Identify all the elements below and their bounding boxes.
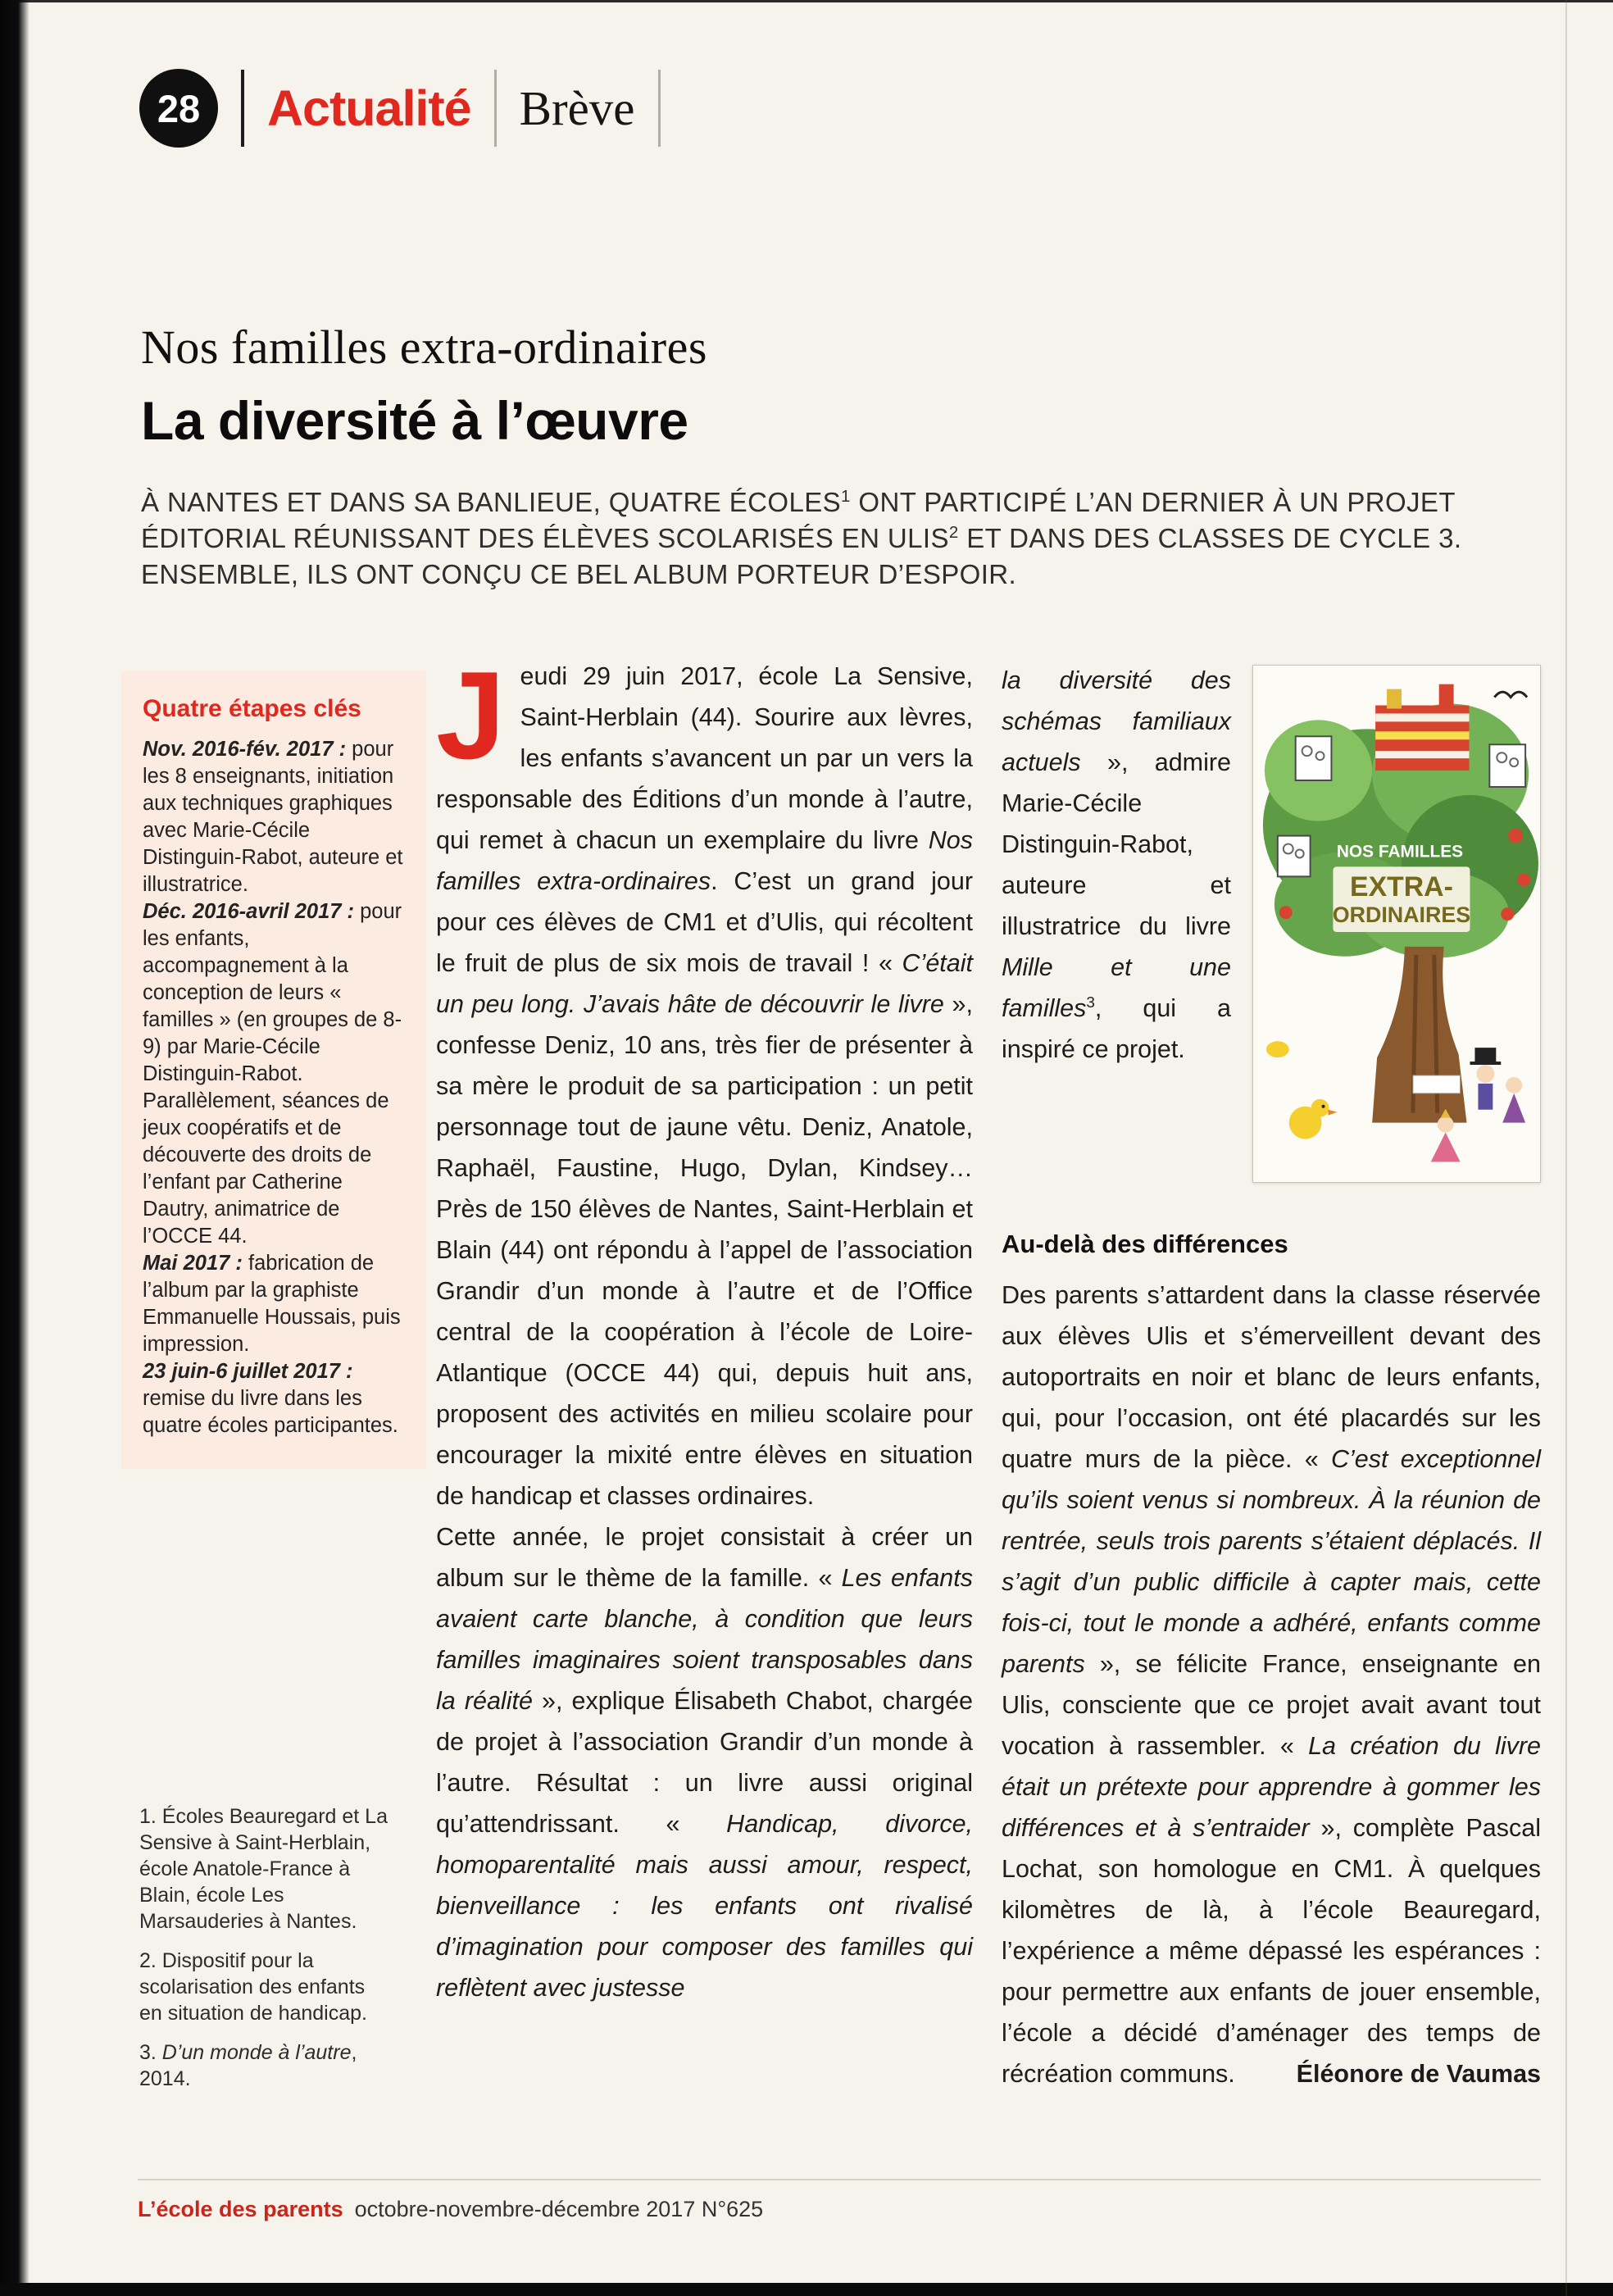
masthead-divider [658, 70, 661, 147]
footnote: 3. D’un monde à l’autre, 2014. [139, 2041, 357, 2090]
section-label: Actualité [267, 80, 471, 136]
paragraph: Cette année, le projet consistait à créer un album sur le thème de la famille. « Les enfants avaient carte blanche, à condition que leurs familles imaginaires soient transposables dans la réalité », explique Élisabeth Chabot, chargée de projet à l’association Grandir d’un monde à l’autre. Résultat : un livre aussi original qu’attendrissant. « Handicap, divorce, homoparentalité mais aussi amour, respect, bienveillance : les enfants ont rivalisé d’imagination pour composer des familles qui reflètent avec justesse [436, 1523, 974, 2002]
sidebar-step: Mai 2017 : fabrication de l’album par la graphiste Emmanuelle Houssais, puis impression. [143, 1252, 401, 1356]
standfirst: À NANTES ET DANS SA BANLIEUE, QUATRE ÉCOLES$^1$ ONT PARTICIPÉ L’AN DERNIER À UN PROJET ÉDITORIAL RÉUNISSANT DES ÉLÈVES SCOLARISÉS EN ULIS$^2$ ET DANS DES CLASSES DE CYCLE 3. ENSEMBLE, ILS ONT CONÇU CE BEL ALBUM PORTEUR D’ESPOIR. [141, 487, 1462, 589]
page-number: 28 [157, 86, 201, 130]
subsection-label: Brève [519, 80, 635, 135]
article-column-2 [1002, 660, 1541, 2094]
headline-block [141, 320, 1534, 593]
article-kicker: Nos familles extra-ordinaires [141, 321, 707, 374]
footnotes [139, 1803, 389, 2105]
issue-info: octobre-novembre-décembre 2017 N°625 [354, 2197, 764, 2221]
paragraph-text: Des parents s’attardent dans la classe réservée aux élèves Ulis et s’émerveillent devant des autoportraits en noir et blanc de leurs enfants, qui, pour l’occasion, ont été placardés sur les quatre murs de la pièce. « C’est exceptionnel qu’ils soient venus si nombreux. À la réunion de rentrée, seuls trois parents s’étaient déplacés. Il s’agit d’un public difficile à capter mais, cette fois-ci, tout le monde a adhéré, enfants comme parents », se félicite France, enseignante en Ulis, consciente que ce projet avait avant tout vocation à rassembler. « La création du livre était un prétexte pour apprendre à gommer les différences et à s’entraider », complète Pascal Lochat, son homologue en CM1. À quelques kilomètres de là, à l’école Beauregard, l’expérience a même dépassé les espérances : pour permettre aux enfants de jouer ensemble, l’école a décidé d’aménager des temps de récréation communs. [1002, 1281, 1542, 2088]
cover-title-line3: ORDINAIRES [1332, 902, 1471, 928]
scan-edge-bottom [0, 2283, 1613, 2296]
scan-edge-left [0, 0, 30, 2296]
paragraph: la diversité des schémas familiaux actuels », admire Marie-Cécile Distinguin-Rabot, auteure et illustratrice du livre Mille et une familles$^3$, qui a inspiré ce projet. [1002, 666, 1231, 1063]
footnote: 2. Dispositif pour la scolarisation des enfants en situation de handicap. [139, 1949, 367, 2025]
sidebar-step: Déc. 2016-avril 2017 : pour les enfants, accompagnement à la conception de leurs « familles » (en groupes de 8-9) par Marie-Cécile Distinguin-Rabot. Parallèlement, séances de jeux coopératifs et de découverte des droits de l’enfant par Catherine Dautry, animatrice de l’OCCE 44. [143, 900, 402, 1248]
sidebar-step: 23 juin-6 juillet 2017 : remise du livre dans les quatre écoles participantes. [143, 1360, 398, 1437]
drop-cap: J [436, 646, 506, 785]
book-cover [1252, 665, 1541, 1183]
paragraph [1002, 1275, 1541, 2094]
sidebar-title: Quatre étapes clés [143, 695, 361, 722]
footnote: 1. Écoles Beauregard et La Sensive à Saint-Herblain, école Anatole-France à Blain, école Les Marsauderies à Nantes. [139, 1805, 388, 1933]
article-column-1 [436, 646, 974, 2008]
magazine-name: L’école des parents [138, 2197, 343, 2221]
paragraph [436, 646, 974, 1516]
page-number-badge [139, 69, 218, 148]
scan-edge-right [1565, 0, 1567, 2296]
cover-title-line2: EXTRA- [1350, 871, 1453, 903]
masthead [139, 66, 661, 151]
masthead-divider [494, 70, 497, 147]
masthead-divider [241, 70, 244, 147]
subheading: Au-delà des différences [1002, 1230, 1288, 1258]
article-title: La diversité à l’œuvre [141, 390, 688, 451]
sidebar-step: Nov. 2016-fév. 2017 : pour les 8 enseignants, initiation aux techniques graphiques avec Marie-Cécile Distinguin-Rabot, auteure et illustratrice. [143, 738, 403, 896]
paragraph-text: eudi 29 juin 2017, école La Sensive, Saint-Herblain (44). Sourire aux lèvres, les enfants s’avancent un par un vers la responsable des Éditions d’un monde à l’autre, qui remet à chacun un exemplaire du livre Nos familles extra-ordinaires. C’est un grand jour pour ces élèves de CM1 et d’Ulis, qui récoltent le fruit de plus de six mois de travail ! « C’était un peu long. J’avais hâte de découvrir le livre », confesse Deniz, 10 ans, très fier de présenter à sa mère le produit de sa participation : un petit personnage tout de jaune vêtu. Deniz, Anatole, Raphaël, Faustine, Hugo, Dylan, Kindsey… Près de 150 élèves de Nantes, Saint-Herblain et Blain (44) ont répondu à l’appel de l’association Grandir d’un monde à l’autre et de l’Office central de la coopération à l’école de Loire-Atlantique (OCCE 44) qui, depuis huit ans, proposent des activités en milieu scolaire pour encourager la mixité entre élèves en situation de handicap et classes ordinaires. [436, 662, 974, 1510]
sidebar-box [121, 671, 426, 1469]
page-footer [138, 2179, 1541, 2222]
cover-title-line1: NOS FAMILLES [1336, 842, 1464, 862]
scan-edge-top [0, 0, 1613, 2]
byline: Éléonore de Vaumas [1296, 2060, 1541, 2088]
